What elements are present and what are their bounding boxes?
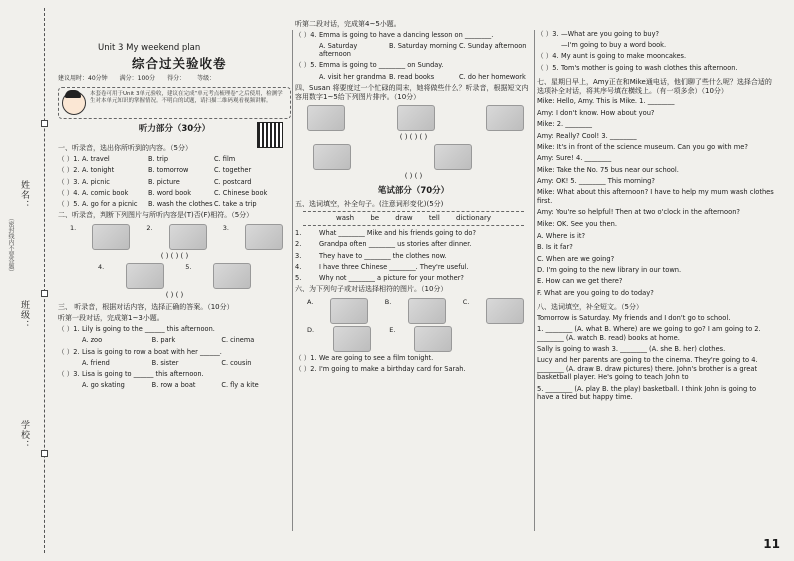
picture-park-icon [126, 263, 164, 289]
answer-option: A. go skating [82, 381, 125, 390]
picture-classroom-icon [486, 105, 524, 131]
q7-options [537, 232, 774, 297]
q6-pictures-row1 [307, 298, 524, 324]
picture-book-icon [169, 224, 207, 250]
q3-subtitle-2: 听第二段对话，完成第4~5小题。 [295, 20, 401, 28]
question-number[interactable]: 3. [295, 251, 302, 260]
answer-option: C. cinema [221, 336, 255, 345]
q7-title: 七、星期日早上，Amy正在和Mike通电话，他们聊了些什么呢？选择合适的选项补全对话，将其序号填在横线上。（有一项多余）（10分） [537, 77, 772, 95]
qr-code-icon[interactable] [257, 122, 283, 148]
answer-option: C. postcard [214, 177, 252, 186]
dialog-option: E. How can we get there? [537, 277, 623, 286]
q1-list [58, 155, 291, 208]
question-number[interactable]: （ ）5. [537, 63, 559, 72]
passage-line: Sally is going to wash 3. ________ (A. she B. her) clothes. [537, 345, 726, 354]
picture-washing-icon [408, 298, 446, 324]
answer-blank[interactable]: （ ）4. [58, 188, 80, 197]
picture-shopping-icon [307, 105, 345, 131]
answer-option: B. tomorrow [148, 166, 189, 175]
q6-label: E. [389, 325, 396, 334]
sentence-row [295, 365, 532, 373]
dialog-line: Mike: It's in front of the science museum. Can you go with me? [537, 142, 748, 151]
dialog-line: Amy: Sure! 4. ________ [537, 154, 612, 163]
dialog-option: F. What are you going to do today? [537, 288, 654, 297]
passage-line: Tomorrow is Saturday. My friends and I don't go to school. [537, 313, 731, 322]
sentence-row [295, 240, 532, 248]
question-number[interactable]: （ ）2. [295, 365, 317, 374]
answer-parens[interactable]: ( ) ( ) ( ) [399, 133, 428, 142]
picture-washing-icon [213, 263, 251, 289]
q2-num: 2. [146, 224, 153, 233]
answer-option: C. do her homework [459, 72, 526, 81]
answer-option: C. cousin [221, 358, 252, 367]
school-label: 学校： [19, 420, 29, 450]
answer-option: A. friend [82, 358, 110, 367]
q6b-list [537, 30, 774, 72]
picture-mooncake-icon [330, 298, 368, 324]
page-title: 综合过关验收卷 [132, 55, 227, 71]
q2-num: 1. [70, 224, 77, 233]
answer-option: A. picnic [82, 177, 110, 186]
question-stem: Lisa is going to row a boat with her ______. [82, 347, 222, 356]
q5-list [295, 229, 532, 282]
q2-num: 3. [222, 224, 229, 233]
sentence-text: Why not ________ a picture for your mother? [319, 273, 464, 282]
class-label: 班级： [19, 300, 29, 330]
picture-reading-icon [313, 144, 351, 170]
answer-blank[interactable]: （ ）3. [58, 177, 80, 186]
question-number[interactable]: 1. [295, 229, 302, 238]
name-label: 姓名： [19, 180, 29, 210]
column-divider [534, 30, 535, 531]
answer-option: B. park [151, 336, 176, 345]
question-number[interactable]: 5. [295, 273, 302, 282]
option-row [58, 359, 291, 367]
answer-blank[interactable]: （ ）3. [58, 369, 80, 378]
teacher-avatar-icon [62, 91, 86, 115]
question-number[interactable]: （ ）4. [537, 52, 559, 61]
q6-label: B. [384, 297, 392, 306]
q3b-list [295, 31, 532, 81]
question-number[interactable]: （ ）3. [537, 30, 559, 38]
question-row [58, 348, 291, 356]
option-row [295, 73, 532, 81]
answer-option: A. Saturday afternoon [319, 41, 358, 59]
notice-box [58, 87, 291, 119]
listening-heading: 听力部分（30分） [138, 123, 211, 134]
dialog-option: B. Is it far? [537, 243, 573, 252]
column-1 [58, 0, 291, 392]
sentence-row [537, 41, 774, 49]
binding-hole [41, 290, 48, 297]
answer-option: B. row a boat [151, 381, 196, 390]
answer-option: B. trip [148, 155, 169, 164]
sentence-text: I have three Chinese ________. They're useful. [319, 262, 469, 271]
picture-cinema-icon [486, 298, 524, 324]
option-row [58, 381, 291, 389]
sentence-row [295, 252, 532, 260]
q3-title: 三、 听录音，根据对话内容，选择正确的答案。（10分） [58, 302, 234, 311]
q4-pictures-row2 [313, 144, 472, 170]
q2-pictures-row2 [98, 263, 251, 289]
meta-score: 满分：100分 [119, 75, 156, 83]
sentence-text: Grandpa often ________ us stories after dinner. [319, 240, 472, 249]
q2-title: 二、听录音，判断下列图片与所听内容是(T)否(F)相符。（5分） [58, 211, 254, 220]
sentence-row [537, 30, 774, 38]
q4-pictures-row1 [307, 105, 524, 131]
unit-title: Unit 3 My weekend plan [98, 43, 201, 53]
sentence-row [537, 52, 774, 60]
question-number[interactable]: （ ）1. [295, 353, 317, 362]
picture-family-icon [245, 224, 283, 250]
answer-blank[interactable]: （ ）5. [58, 200, 80, 209]
notice-text: 本套卷可用于Unit 3单元验收，建议在完成“单元考点梳理卷”之后使用，检测学生对本单元知识的掌握情况。不明白的试题，请扫描二维码观看视频讲解。 [90, 90, 283, 104]
dialog-line: Amy: Really? Cool! 3. ________ [537, 131, 637, 140]
sentence-text: I'm going to make a birthday card for Sarah. [319, 365, 466, 374]
answer-option: C. together [214, 166, 252, 175]
answer-option: C. Chinese book [214, 188, 268, 197]
answer-blank[interactable]: （ ）5. [295, 61, 317, 70]
sentence-text: They have to ________ the clothes now. [319, 251, 447, 260]
answer-blank[interactable]: （ ）2. [58, 347, 80, 356]
q2-pictures-row1 [70, 224, 283, 250]
written-heading: 笔试部分（70分） [377, 185, 450, 196]
sentence-row [295, 274, 532, 282]
meta-time: 建议用时：40分钟 [58, 75, 108, 83]
answer-option: C. Sunday afternoon [459, 41, 527, 50]
sentence-text: —What are you going to buy? [561, 30, 659, 38]
question-row [58, 155, 291, 163]
question-row [58, 370, 291, 378]
sentence-row [537, 64, 774, 72]
dialog-line: Mike: OK. See you then. [537, 219, 618, 228]
column-divider [292, 30, 293, 531]
q6-label: D. [307, 325, 315, 334]
answer-option: A. go for a picnic [82, 200, 138, 209]
question-stem: Emma is going to ________ on Sunday. [319, 61, 444, 70]
answer-option: B. read books [389, 72, 435, 81]
question-row [295, 61, 532, 69]
answer-blank[interactable]: （ ）1. [58, 155, 80, 164]
answer-option: A. zoo [82, 336, 103, 345]
q2-num: 4. [98, 262, 105, 271]
question-stem: Emma is going to have a dancing lesson on ________. [319, 30, 494, 39]
exam-meta [58, 75, 291, 83]
seal-line [44, 8, 45, 553]
picture-wordbook-icon [414, 326, 452, 352]
question-row [58, 200, 291, 208]
question-row [58, 325, 291, 333]
dialog-line: Mike: Hello, Amy. This is Mike. 1. ________ [537, 97, 675, 106]
passage-line: Lucy and her parents are going to the cinema. They're going to 4. ________ (A. draw B. draw pictures) there. John's brother is a great basketball player. He's going to teach John to [537, 356, 758, 382]
q6-label: C. [462, 297, 470, 306]
meta-grade: 等级： [197, 75, 216, 83]
question-stem: Lisa is going to ______ this afternoon. [82, 369, 204, 378]
passage-line: 1. ________ (A. what B. Where) are we going to go? I am going to 2. ________ (A. watch B. read) books at home. [537, 325, 761, 342]
picture-travel-icon [92, 224, 130, 250]
column-3 [537, 0, 774, 404]
answer-blank[interactable]: （ ）1. [58, 325, 80, 334]
dialog-option: C. When are we going? [537, 254, 615, 263]
picture-party-icon [434, 144, 472, 170]
q4-title: 四、Susan 将要度过一个忙碌的周末，她将做些什么？听录音，根据短文内容用数字1~5给下列图片排序。（10分） [295, 83, 529, 101]
sentence-text: We are going to see a film tonight. [319, 353, 434, 362]
seal-note: （密封线内不要答题） [7, 215, 14, 275]
sentence-row [295, 354, 532, 362]
sentence-row [295, 229, 532, 237]
question-number[interactable]: 2. [295, 240, 302, 249]
q8-title: 八、选词填空，补全短文。（5分） [537, 303, 643, 312]
sentence-text: Tom's mother is going to wash clothes this afternoon. [561, 63, 738, 72]
sentence-row [295, 263, 532, 271]
q1-title: 一、听录音，选出你所听到的内容。（5分） [58, 144, 192, 153]
dialog-line: Amy: OK! 5. ________ This morning? [537, 177, 655, 186]
answer-blank[interactable]: （ ）2. [58, 166, 80, 175]
sentence-text: —I'm going to buy a word book. [561, 41, 667, 50]
option-row [295, 42, 532, 58]
binding-hole [41, 450, 48, 457]
question-row [295, 31, 532, 39]
q6-list [295, 354, 532, 373]
question-row [58, 166, 291, 174]
answer-parens[interactable]: ( ) ( ) [165, 290, 184, 299]
dialog-line: Mike: 2. ________ [537, 120, 593, 129]
question-number[interactable]: 4. [295, 262, 302, 271]
dialog-line: Amy: You're so helpful! Then at two o'clock in the afternoon? [537, 208, 740, 217]
answer-option: B. picture [148, 177, 180, 186]
answer-parens[interactable]: ( ) ( ) ( ) [160, 252, 189, 261]
picture-card-icon [333, 326, 371, 352]
dialog-option: D. I'm going to the new library in our town. [537, 266, 682, 275]
q3-list [58, 325, 291, 389]
question-row [58, 178, 291, 186]
dialog-line: Mike: Take the No. 75 bus near our school. [537, 165, 679, 174]
meta-score-get: 得分： [167, 75, 186, 83]
question-row [58, 189, 291, 197]
answer-option: A. travel [82, 155, 110, 164]
answer-option: C. fly a kite [221, 381, 259, 390]
dialog-line: Mike: What about this afternoon? I have to help my mum wash clothes first. [537, 188, 774, 205]
answer-blank[interactable]: （ ）4. [295, 30, 317, 39]
answer-option: C. take a trip [214, 200, 257, 209]
q6-title: 六、为下列句子或对话选择相符的图片。（10分） [295, 285, 448, 294]
q6-pictures-row2 [307, 326, 452, 352]
dialog-option: A. Where is it? [537, 231, 586, 240]
dialog-line: Amy: I don't know. How about you? [537, 108, 655, 117]
binding-hole [41, 120, 48, 127]
answer-option: C. film [214, 155, 236, 164]
answer-option: B. wash the clothes [148, 200, 213, 209]
question-number[interactable] [537, 41, 561, 49]
page-number: 11 [763, 537, 780, 551]
q7-dialog [537, 97, 774, 228]
q2-num: 5. [185, 262, 192, 271]
option-row [58, 336, 291, 344]
answer-option: A. tonight [82, 166, 115, 175]
answer-option: B. word book [148, 188, 192, 197]
sentence-text: What ________ Mike and his friends going to do? [319, 229, 476, 238]
answer-option: B. Saturday morning [389, 41, 457, 50]
picture-drawing-icon [397, 105, 435, 131]
q8-text [537, 314, 774, 401]
sentence-text: My aunt is going to make mooncakes. [561, 52, 687, 61]
answer-parens[interactable]: ( ) ( ) [404, 172, 423, 181]
binding-margin [0, 0, 60, 561]
passage-line: 5. ________ (A. play B. the play) basketball. I think John is going to have a tired but happy time. [537, 384, 757, 401]
question-stem: Lily is going to the ______ this afternoon. [82, 325, 215, 334]
answer-option: B. sister [151, 358, 179, 367]
q5-title: 五、选词填空，补全句子。(注意词形变化)(5分) [295, 199, 444, 208]
column-2 [295, 0, 532, 376]
answer-option: A. visit her grandma [319, 72, 387, 81]
answer-option: A. comic book [82, 188, 129, 197]
q3-subtitle: 听第一段对话，完成第1~3小题。 [58, 314, 164, 323]
q6-label: A. [307, 297, 314, 306]
word-box: wash be draw tell dictionary [303, 211, 524, 226]
